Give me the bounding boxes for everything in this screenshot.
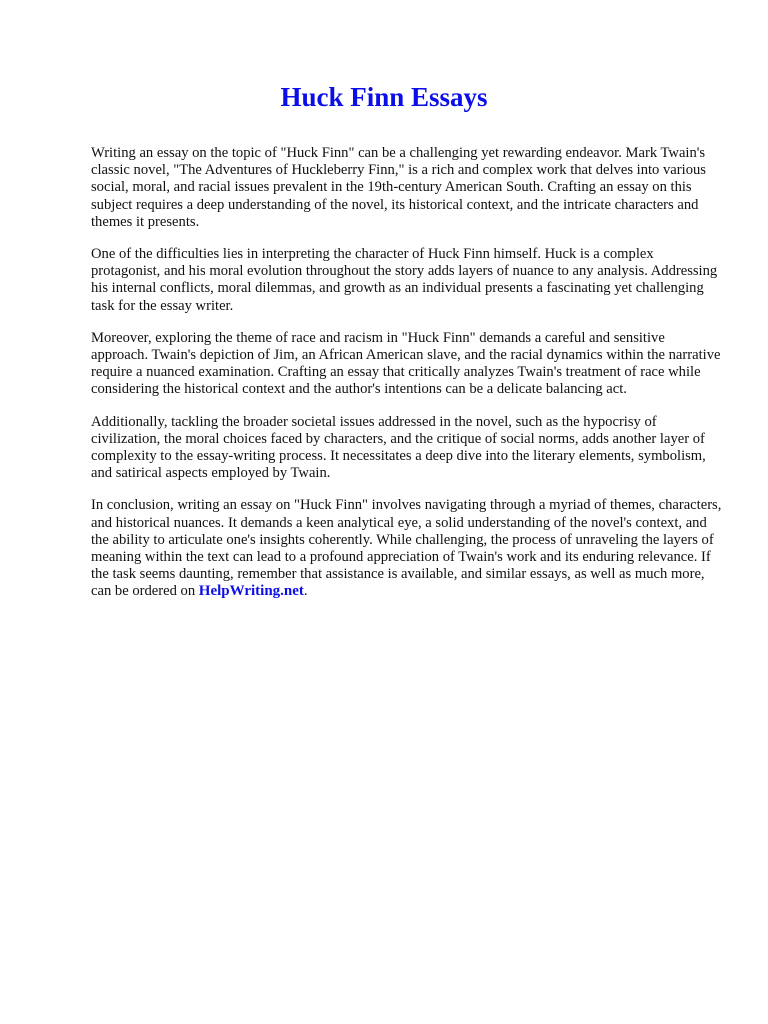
document-title: Huck Finn Essays [280,82,488,112]
paragraph-1: Writing an essay on the topic of "Huck Finn" can be a challenging yet rewarding endeavor. Mark Twain's classic novel, "The Adventures of Huckleberry Finn," is a rich and complex work that delves into various social, moral, and racial issues prevalent in the 19th-century American South. Crafting an essay on this subject requires a deep understanding of the novel, its historical context, and the intricate characters and themes it presents. [91,145,706,230]
conclusion-trailing: . [303,583,308,600]
helpwriting-link[interactable]: HelpWriting.net [198,583,304,600]
paragraph-conclusion [91,497,723,600]
conclusion-text: In conclusion, writing an essay on "Huck Finn" involves navigating through a myriad of themes, characters, and historical nuances. It demands a keen analytical eye, a solid understanding of the novel's context, and the ability to articulate one's insights coherently. While challenging, the process of unraveling the layers of meaning within the text can lead to a profound appreciation of Twain's work and its enduring relevance. If the task seems daunting, remember that assistance is available, and similar essays, as well as much more, can be ordered on [91,497,722,600]
document-body [91,145,723,616]
paragraph-4: Additionally, tackling the broader societal issues addressed in the novel, such as the hypocrisy of civilization, the moral choices faced by characters, and the critique of social norms, adds another layer of complexity to the essay-writing process. It necessitates a deep dive into the literary elements, symbolism, and satirical aspects employed by Twain. [91,413,706,482]
paragraph-2: One of the difficulties lies in interpreting the character of Huck Finn himself. Huck is a complex protagonist, and his moral evolution throughout the story adds layers of nuance to any analysis. Addressing his internal conflicts, moral dilemmas, and growth as an individual presents a fascinating yet challenging task for the essay writer. [91,246,718,314]
paragraph-3: Moreover, exploring the theme of race and racism in "Huck Finn" demands a careful and sensitive approach. Twain's depiction of Jim, an African American slave, and the racial dynamics within the narrative require a nuanced examination. Crafting an essay that critically analyzes Twain's treatment of race while considering the historical context and the author's intentions can be a delicate balancing act. [91,329,721,398]
